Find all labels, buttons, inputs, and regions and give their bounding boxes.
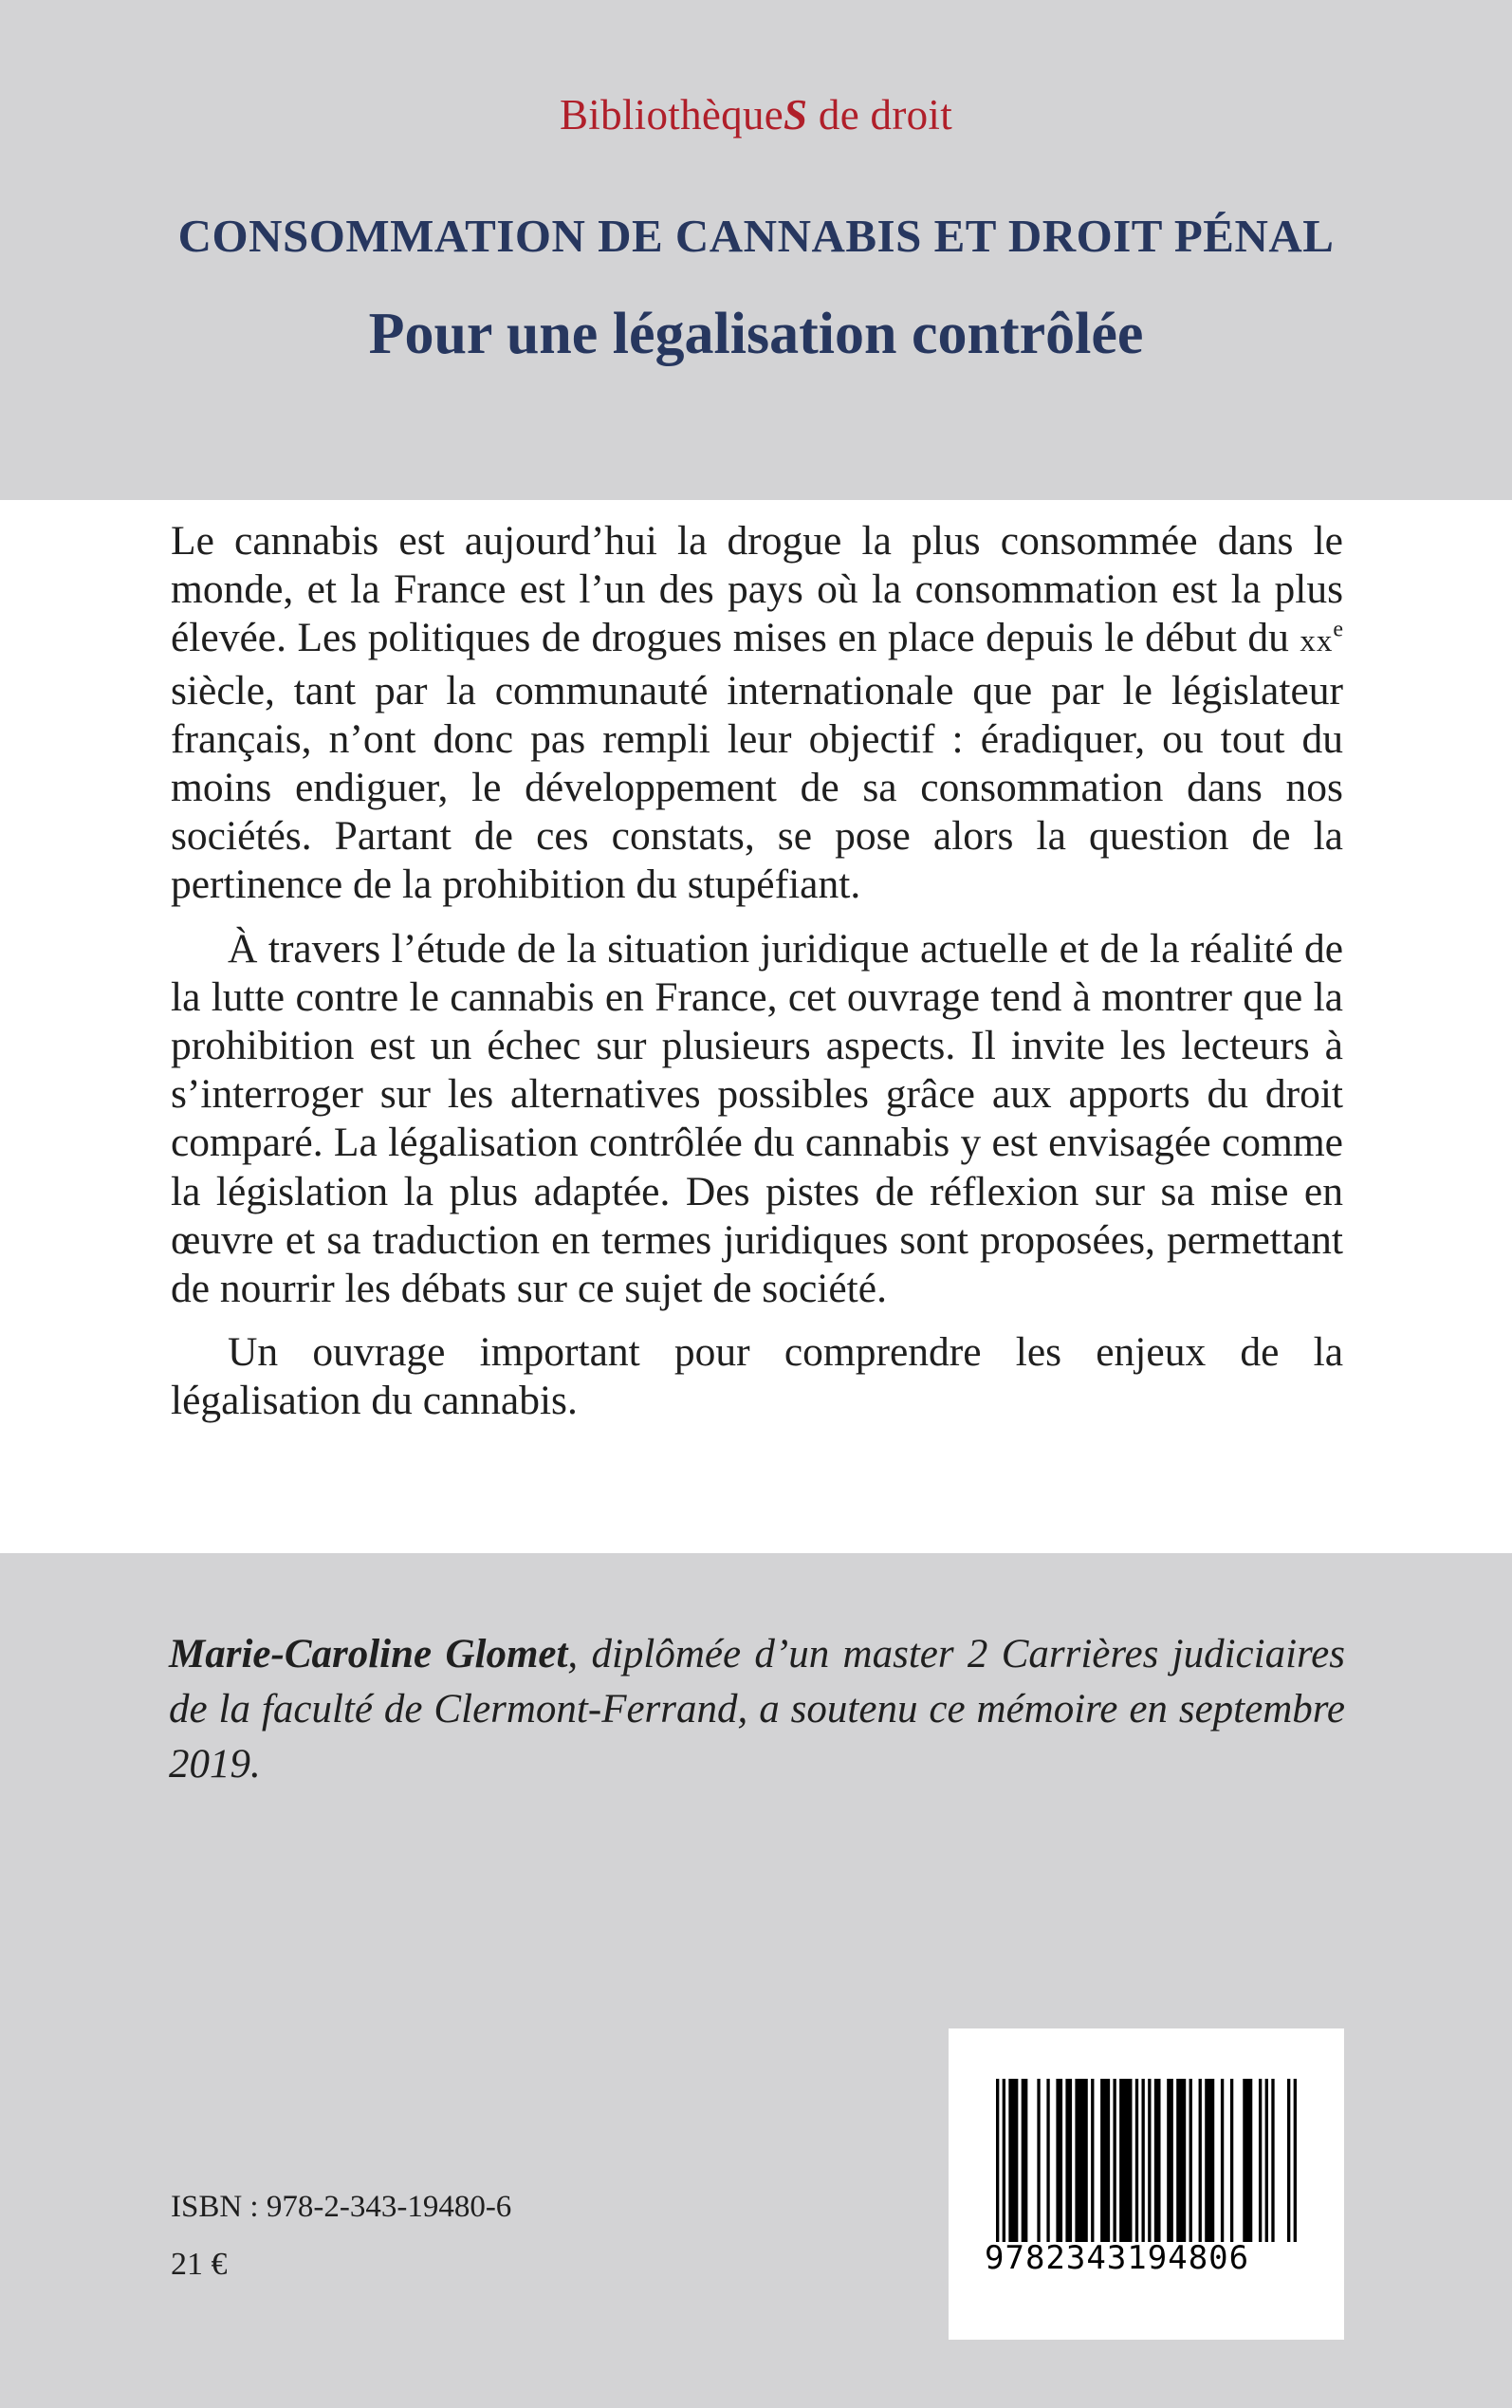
barcode-bar-16 [1154, 2079, 1161, 2242]
barcode-bar-18 [1176, 2079, 1186, 2242]
barcode-bar-14 [1141, 2079, 1144, 2242]
series-s: S [784, 91, 808, 139]
barcode-bar-25 [1259, 2079, 1262, 2242]
series-prefix: Bibliothèque [559, 91, 784, 139]
barcode-bar-17 [1167, 2079, 1173, 2242]
blurb-p1-part-b: siècle, tant par la communauté internationale que par le législateur français, n’ont donc pas rempli leur objectif : éradiquer, ou tout du moins endiguer, le développement de sa consommation dans nos sociétés. Partant de ces constats, se pose alors la question de la pertinence de la prohibition du stupéfiant. [171, 667, 1343, 908]
barcode-bar-5 [1046, 2079, 1049, 2242]
author-name: Marie-Caroline Glomet [169, 1632, 568, 1676]
barcode-bar-26 [1265, 2079, 1268, 2242]
barcode-bar-1 [1003, 2079, 1005, 2242]
blurb-text [171, 517, 1343, 1441]
barcode-bar-8 [1075, 2079, 1087, 2242]
barcode-bar-2 [1008, 2079, 1018, 2242]
century-superscript: e [1333, 617, 1343, 642]
barcode-bar-6 [1056, 2079, 1062, 2242]
barcode-bars [996, 2079, 1297, 2242]
barcode-bar-24 [1243, 2079, 1252, 2242]
series-suffix: de droit [807, 91, 953, 139]
isbn: ISBN : 978-2-343-19480-6 [171, 2190, 512, 2224]
series-name [0, 90, 1512, 139]
barcode-bar-27 [1271, 2079, 1274, 2242]
barcode-bar-3 [1022, 2079, 1028, 2242]
barcode-bar-28 [1287, 2079, 1290, 2242]
blurb-paragraph-3: Un ouvrage important pour comprendre les enjeux de la légalisation du cannabis. [171, 1329, 1343, 1424]
blurb-p1-part-a: Le cannabis est aujourd’hui la drogue la plus consommée dans le monde, et la France est l’un des pays où la consommation est la plus élevée. Les politiques de drogues mises en place depuis le début du [171, 518, 1343, 661]
book-subtitle: Pour une légalisation contrôlée [368, 302, 1144, 366]
blurb-paragraph-2: À travers l’étude de la situation juridique actuelle et de la réalité de la lutte contre le cannabis en France, cet ouvrage tend à montrer que la prohibition est un échec sur plusieurs aspects. Il invite les lecteurs à s’interroger sur les alternatives possibles grâce aux apports du droit comparé. La légalisation contrôlée du cannabis y est envisagée comme la législation la plus adaptée. Des pistes de réflexion sur sa mise en œuvre et sa traduction en termes juridiques sont proposées, permettant de nourrir les débats sur ce sujet de société. [171, 925, 1343, 1312]
barcode-bar-11 [1113, 2079, 1116, 2242]
barcode-bar-21 [1205, 2079, 1214, 2242]
barcode-bar-12 [1119, 2079, 1132, 2242]
century-numeral: xx [1300, 624, 1334, 659]
barcode-bar-19 [1189, 2079, 1192, 2242]
blurb-paragraph-1 [171, 517, 1343, 910]
barcode-bar-9 [1091, 2079, 1094, 2242]
barcode [949, 2028, 1344, 2340]
barcode-bar-7 [1065, 2079, 1072, 2242]
barcode-bar-4 [1037, 2079, 1040, 2242]
barcode-bar-29 [1294, 2079, 1297, 2242]
author-bio [169, 1627, 1345, 1792]
barcode-bar-10 [1100, 2079, 1110, 2242]
barcode-bar-0 [996, 2079, 999, 2242]
barcode-bar-13 [1135, 2079, 1138, 2242]
author-bio-text: , diplômée d’un master 2 Carrières judiciaires de la faculté de Clermont-Ferrand, a soutenu ce mémoire en septembre 2019. [169, 1632, 1345, 1787]
price: 21 € [171, 2247, 228, 2282]
book-title: CONSOMMATION DE CANNABIS ET DROIT PÉNAL [177, 210, 1335, 262]
barcode-bar-23 [1230, 2079, 1233, 2242]
barcode-bar-20 [1199, 2079, 1202, 2242]
barcode-bar-15 [1148, 2079, 1151, 2242]
barcode-bar-22 [1221, 2079, 1224, 2242]
barcode-digits: 9782343194806 [985, 2239, 1250, 2277]
